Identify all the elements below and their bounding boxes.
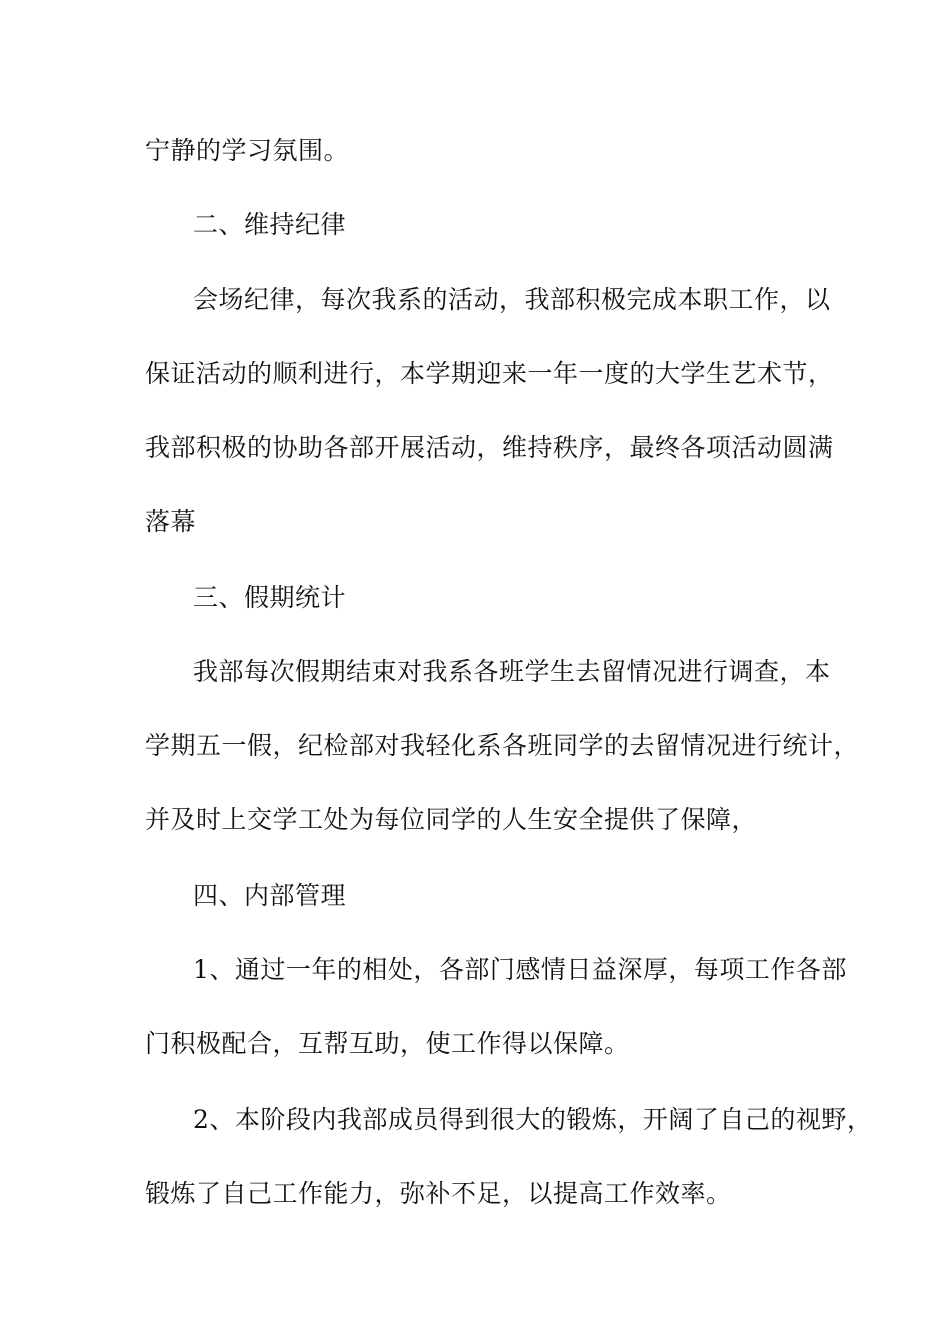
- section-heading-discipline: 二、维持纪律: [193, 210, 347, 239]
- paragraph-continuation: 宁静的学习氛围。: [145, 136, 350, 165]
- section-heading-internal-management: 四、内部管理: [193, 881, 347, 910]
- paragraph-line: 锻炼了自己工作能力，弥补不足，以提高工作效率。: [145, 1179, 732, 1208]
- paragraph-line: 会场纪律，每次我系的活动，我部积极完成本职工作，以: [193, 285, 831, 314]
- paragraph-line: 学期五一假，纪检部对我轻化系各班同学的去留情况进行统计，: [145, 731, 860, 760]
- paragraph-line: 1、通过一年的相处，各部门感情日益深厚，每项工作各部: [193, 955, 847, 984]
- paragraph-line: 落幕: [145, 507, 197, 536]
- paragraph-line: 并及时上交学工处为每位同学的人生安全提供了保障，: [145, 805, 758, 834]
- paragraph-line: 我部每次假期结束对我系各班学生去留情况进行调查，本: [193, 657, 831, 686]
- section-heading-holiday-statistics: 三、假期统计: [193, 583, 347, 612]
- paragraph-line: 我部积极的协助各部开展活动，维持秩序，最终各项活动圆满: [145, 433, 834, 462]
- paragraph-line: 2、本阶段内我部成员得到很大的锻炼，开阔了自己的视野，: [193, 1105, 873, 1134]
- paragraph-line: 保证活动的顺利进行，本学期迎来一年一度的大学生艺术节，: [145, 359, 834, 388]
- paragraph-line: 门积极配合，互帮互助，使工作得以保障。: [145, 1029, 630, 1058]
